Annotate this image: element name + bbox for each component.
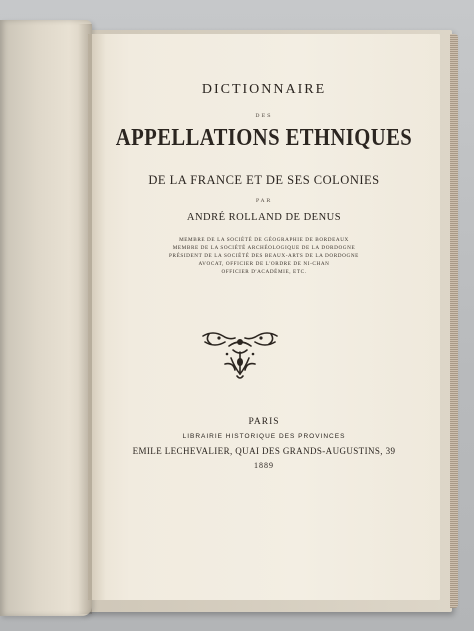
publisher-address: EMILE LECHEVALIER, QUAI DES GRANDS-AUGUSTINS, 39: [132, 446, 396, 456]
ornamental-vignette-icon: [199, 328, 281, 380]
publication-year: 1889: [254, 461, 274, 470]
title-line-dictionnaire: DICTIONNAIRE: [201, 82, 327, 97]
credential-line: OFFICIER D'ACADÉMIE, ETC.: [221, 269, 307, 275]
credential-line: PRÉSIDENT DE LA SOCIÉTÉ DES BEAUX-ARTS DE LA DORDOGNE: [169, 253, 359, 259]
author-name: ANDRÉ ROLLAND DE DENUS: [186, 212, 342, 223]
credential-line: AVOCAT, OFFICIER DE L'ORDRE DE NI-CHAN: [198, 261, 330, 267]
par-label: PAR: [255, 198, 273, 204]
publication-city: PARIS: [248, 417, 280, 427]
subtitle: DE LA FRANCE ET DE SES COLONIES: [148, 173, 380, 187]
main-title: APPELLATIONS ETHNIQUES: [115, 125, 413, 151]
library-name: LIBRAIRIE HISTORIQUE DES PROVINCES: [182, 433, 346, 440]
author-credentials: [88, 236, 440, 276]
page-edges: [450, 34, 458, 608]
credential-line: MEMBRE DE LA SOCIÉTÉ ARCHÉOLOGIQUE DE LA DORDOGNE: [172, 245, 356, 251]
title-line-des: DES: [255, 113, 273, 119]
credential-line: MEMBRE DE LA SOCIÉTÉ DE GÉOGRAPHIE DE BORDEAUX: [179, 237, 349, 243]
